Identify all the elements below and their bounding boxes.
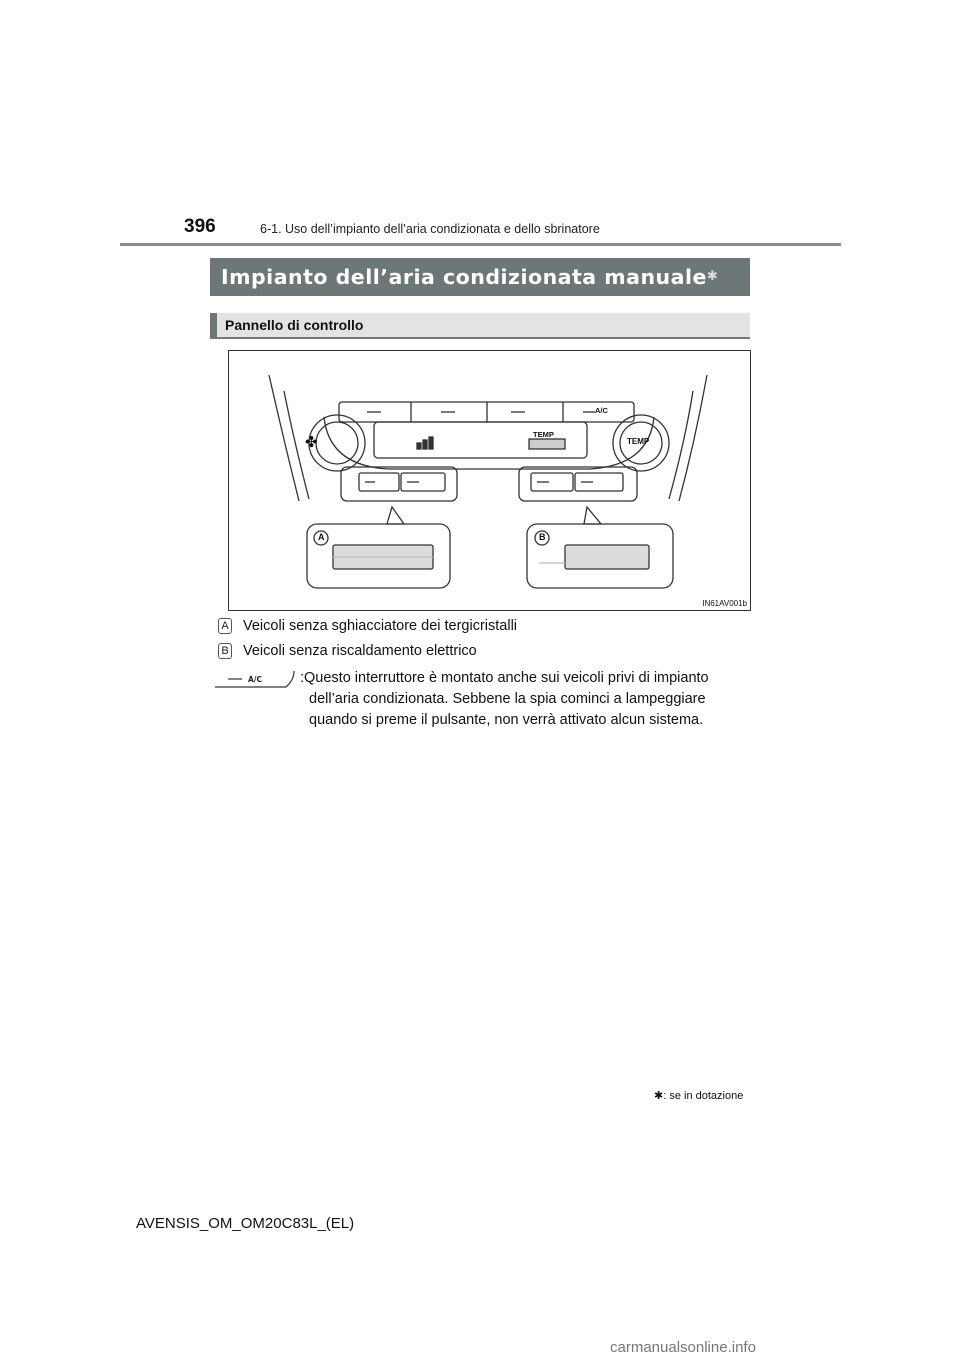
ac-note-line3: quando si preme il pulsante, non verrà attivato alcun sistema. [309, 712, 704, 728]
marker-a: A [218, 618, 232, 634]
figure-code: IN61AV001b [702, 599, 747, 608]
ac-note-line1: :Questo interruttore è montato anche sui veicoli privi di impianto [300, 670, 709, 686]
optional-asterisk-icon: ✱ [706, 269, 719, 284]
footnote-text: : se in dotazione [663, 1090, 744, 1102]
page-title-bar [210, 258, 750, 296]
ac-button-icon [214, 670, 296, 688]
footer-document-code: AVENSIS_OM_OM20C83L_(EL) [136, 1215, 355, 1232]
subheading-bar [210, 313, 750, 339]
temp-label-right: TEMP [627, 437, 650, 446]
display-temp-label: TEMP [533, 430, 554, 439]
page-number: 396 [184, 216, 216, 237]
callout-b-label: B [539, 532, 546, 542]
page-title [221, 265, 719, 289]
legend-item-a [218, 618, 517, 634]
subheading: Pannello di controllo [225, 317, 364, 333]
watermark: carmanualsonline.info [610, 1339, 756, 1356]
ac-icon-label: A/C [248, 675, 263, 684]
subheading-accent [210, 313, 217, 339]
legend-text-b: Veicoli senza riscaldamento elettrico [243, 643, 477, 659]
ac-note [300, 668, 744, 731]
section-title: 6-1. Uso dell’impianto dell’aria condizionata e dello sbrinatore [260, 222, 600, 236]
marker-b: B [218, 643, 232, 659]
footnote-asterisk-icon: ✱ [654, 1090, 664, 1102]
page-title-text: Impianto dell’aria condizionata manuale [221, 265, 707, 289]
control-panel-figure [228, 350, 751, 611]
legend-item-b [218, 643, 477, 659]
ac-button-label: A/C [595, 406, 608, 415]
fan-icon: ✤ [305, 434, 318, 451]
legend-text-a: Veicoli senza sghiacciatore dei tergicristalli [243, 618, 518, 634]
footnote [654, 1089, 743, 1102]
ac-note-line2: dell’aria condizionata. Sebbene la spia cominci a lampeggiare [309, 691, 706, 707]
header-divider [120, 243, 841, 246]
callout-a-label: A [318, 532, 325, 542]
control-panel-illustration [229, 351, 750, 610]
